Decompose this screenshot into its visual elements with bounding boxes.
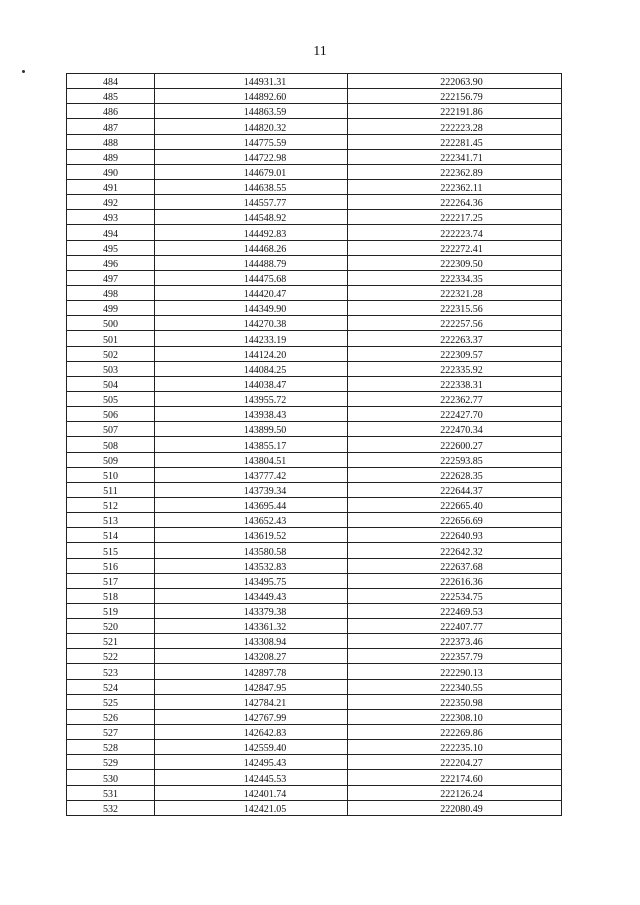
- table-row: [67, 664, 562, 679]
- point-number-cell: 488: [67, 134, 155, 149]
- x-coordinate-cell: 144038.47: [155, 376, 348, 391]
- point-number-cell: 507: [67, 422, 155, 437]
- x-coordinate-cell: 142445.53: [155, 770, 348, 785]
- y-coordinate-cell: 222223.74: [348, 225, 562, 240]
- x-coordinate-cell: 144468.26: [155, 240, 348, 255]
- x-coordinate-cell: 144492.83: [155, 225, 348, 240]
- table-row: [67, 391, 562, 406]
- x-coordinate-cell: 143804.51: [155, 452, 348, 467]
- y-coordinate-cell: 222362.89: [348, 164, 562, 179]
- table-row: [67, 301, 562, 316]
- y-coordinate-cell: 222362.11: [348, 179, 562, 194]
- point-number-cell: 504: [67, 376, 155, 391]
- x-coordinate-cell: 142495.43: [155, 755, 348, 770]
- y-coordinate-cell: 222357.79: [348, 649, 562, 664]
- table-row: [67, 255, 562, 270]
- y-coordinate-cell: 222665.40: [348, 497, 562, 512]
- table-row: [67, 573, 562, 588]
- point-number-cell: 509: [67, 452, 155, 467]
- x-coordinate-cell: 144233.19: [155, 331, 348, 346]
- y-coordinate-cell: 222334.35: [348, 270, 562, 285]
- y-coordinate-cell: 222223.28: [348, 119, 562, 134]
- table-row: [67, 497, 562, 512]
- x-coordinate-cell: 142897.78: [155, 664, 348, 679]
- table-row: [67, 709, 562, 724]
- point-number-cell: 521: [67, 634, 155, 649]
- y-coordinate-cell: 222272.41: [348, 240, 562, 255]
- y-coordinate-cell: 222341.71: [348, 149, 562, 164]
- table-row: [67, 800, 562, 815]
- x-coordinate-cell: 143208.27: [155, 649, 348, 664]
- x-coordinate-cell: 144488.79: [155, 255, 348, 270]
- point-number-cell: 520: [67, 619, 155, 634]
- point-number-cell: 524: [67, 679, 155, 694]
- y-coordinate-cell: 222315.56: [348, 301, 562, 316]
- table-row: [67, 694, 562, 709]
- point-number-cell: 508: [67, 437, 155, 452]
- table-row: [67, 770, 562, 785]
- point-number-cell: 510: [67, 467, 155, 482]
- y-coordinate-cell: 222156.79: [348, 89, 562, 104]
- table-row: [67, 513, 562, 528]
- y-coordinate-cell: 222309.57: [348, 346, 562, 361]
- x-coordinate-cell: 143495.75: [155, 573, 348, 588]
- table-row: [67, 528, 562, 543]
- y-coordinate-cell: 222063.90: [348, 74, 562, 89]
- point-number-cell: 490: [67, 164, 155, 179]
- point-number-cell: 516: [67, 558, 155, 573]
- x-coordinate-cell: 142784.21: [155, 694, 348, 709]
- table-row: [67, 240, 562, 255]
- x-coordinate-cell: 143695.44: [155, 497, 348, 512]
- table-row: [67, 195, 562, 210]
- x-coordinate-cell: 142559.40: [155, 740, 348, 755]
- coordinate-table: [66, 73, 562, 816]
- table-row: [67, 210, 562, 225]
- table-row: [67, 104, 562, 119]
- x-coordinate-cell: 143652.43: [155, 513, 348, 528]
- point-number-cell: 511: [67, 482, 155, 497]
- y-coordinate-cell: 222373.46: [348, 634, 562, 649]
- x-coordinate-cell: 143855.17: [155, 437, 348, 452]
- point-number-cell: 485: [67, 89, 155, 104]
- point-number-cell: 487: [67, 119, 155, 134]
- table-row: [67, 634, 562, 649]
- y-coordinate-cell: 222126.24: [348, 785, 562, 800]
- point-number-cell: 531: [67, 785, 155, 800]
- point-number-cell: 502: [67, 346, 155, 361]
- y-coordinate-cell: 222407.77: [348, 619, 562, 634]
- table-row: [67, 543, 562, 558]
- y-coordinate-cell: 222204.27: [348, 755, 562, 770]
- point-number-cell: 532: [67, 800, 155, 815]
- x-coordinate-cell: 143379.38: [155, 603, 348, 618]
- y-coordinate-cell: 222427.70: [348, 407, 562, 422]
- table-row: [67, 649, 562, 664]
- point-number-cell: 530: [67, 770, 155, 785]
- y-coordinate-cell: 222600.27: [348, 437, 562, 452]
- x-coordinate-cell: 143532.83: [155, 558, 348, 573]
- y-coordinate-cell: 222235.10: [348, 740, 562, 755]
- point-number-cell: 499: [67, 301, 155, 316]
- table-row: [67, 346, 562, 361]
- point-number-cell: 526: [67, 709, 155, 724]
- table-row: [67, 316, 562, 331]
- y-coordinate-cell: 222640.93: [348, 528, 562, 543]
- x-coordinate-cell: 144548.92: [155, 210, 348, 225]
- x-coordinate-cell: 144349.90: [155, 301, 348, 316]
- x-coordinate-cell: 143899.50: [155, 422, 348, 437]
- point-number-cell: 493: [67, 210, 155, 225]
- x-coordinate-cell: 143955.72: [155, 391, 348, 406]
- table-row: [67, 452, 562, 467]
- table-row: [67, 740, 562, 755]
- table-row: [67, 785, 562, 800]
- x-coordinate-cell: 143361.32: [155, 619, 348, 634]
- table-row: [67, 725, 562, 740]
- y-coordinate-cell: 222637.68: [348, 558, 562, 573]
- x-coordinate-cell: 142401.74: [155, 785, 348, 800]
- x-coordinate-cell: 144892.60: [155, 89, 348, 104]
- point-number-cell: 527: [67, 725, 155, 740]
- y-coordinate-cell: 222269.86: [348, 725, 562, 740]
- table-row: [67, 422, 562, 437]
- table-row: [67, 179, 562, 194]
- table-row: [67, 134, 562, 149]
- y-coordinate-cell: 222263.37: [348, 331, 562, 346]
- table-row: [67, 361, 562, 376]
- y-coordinate-cell: 222335.92: [348, 361, 562, 376]
- table-row: [67, 755, 562, 770]
- table-row: [67, 89, 562, 104]
- y-coordinate-cell: 222308.10: [348, 709, 562, 724]
- y-coordinate-cell: 222656.69: [348, 513, 562, 528]
- table-row: [67, 285, 562, 300]
- x-coordinate-cell: 143619.52: [155, 528, 348, 543]
- table-row: [67, 588, 562, 603]
- point-number-cell: 514: [67, 528, 155, 543]
- y-coordinate-cell: 222340.55: [348, 679, 562, 694]
- x-coordinate-cell: 143938.43: [155, 407, 348, 422]
- point-number-cell: 501: [67, 331, 155, 346]
- y-coordinate-cell: 222264.36: [348, 195, 562, 210]
- point-number-cell: 494: [67, 225, 155, 240]
- point-number-cell: 518: [67, 588, 155, 603]
- table-row: [67, 467, 562, 482]
- x-coordinate-cell: 144679.01: [155, 164, 348, 179]
- y-coordinate-cell: 222321.28: [348, 285, 562, 300]
- y-coordinate-cell: 222174.60: [348, 770, 562, 785]
- point-number-cell: 523: [67, 664, 155, 679]
- point-number-cell: 528: [67, 740, 155, 755]
- table-row: [67, 119, 562, 134]
- table-row: [67, 679, 562, 694]
- point-number-cell: 496: [67, 255, 155, 270]
- table-row: [67, 619, 562, 634]
- point-number-cell: 491: [67, 179, 155, 194]
- point-number-cell: 519: [67, 603, 155, 618]
- table-row: [67, 164, 562, 179]
- y-coordinate-cell: 222642.32: [348, 543, 562, 558]
- x-coordinate-cell: 144863.59: [155, 104, 348, 119]
- x-coordinate-cell: 144722.98: [155, 149, 348, 164]
- x-coordinate-cell: 143777.42: [155, 467, 348, 482]
- y-coordinate-cell: 222534.75: [348, 588, 562, 603]
- table-row: [67, 270, 562, 285]
- table-row: [67, 437, 562, 452]
- y-coordinate-cell: 222470.34: [348, 422, 562, 437]
- point-number-cell: 489: [67, 149, 155, 164]
- point-number-cell: 486: [67, 104, 155, 119]
- y-coordinate-cell: 222080.49: [348, 800, 562, 815]
- x-coordinate-cell: 144420.47: [155, 285, 348, 300]
- y-coordinate-cell: 222628.35: [348, 467, 562, 482]
- x-coordinate-cell: 143580.58: [155, 543, 348, 558]
- table-row: [67, 603, 562, 618]
- y-coordinate-cell: 222338.31: [348, 376, 562, 391]
- table-row: [67, 74, 562, 89]
- table-row: [67, 407, 562, 422]
- table-row: [67, 331, 562, 346]
- y-coordinate-cell: 222281.45: [348, 134, 562, 149]
- table-row: [67, 149, 562, 164]
- point-number-cell: 495: [67, 240, 155, 255]
- point-number-cell: 506: [67, 407, 155, 422]
- x-coordinate-cell: 144475.68: [155, 270, 348, 285]
- point-number-cell: 512: [67, 497, 155, 512]
- point-number-cell: 498: [67, 285, 155, 300]
- coordinate-table-body: [67, 74, 562, 816]
- y-coordinate-cell: 222257.56: [348, 316, 562, 331]
- point-number-cell: 492: [67, 195, 155, 210]
- y-coordinate-cell: 222469.53: [348, 603, 562, 618]
- point-number-cell: 484: [67, 74, 155, 89]
- x-coordinate-cell: 142847.95: [155, 679, 348, 694]
- x-coordinate-cell: 144270.38: [155, 316, 348, 331]
- table-row: [67, 482, 562, 497]
- page-number: 11: [313, 44, 327, 59]
- x-coordinate-cell: 144638.55: [155, 179, 348, 194]
- x-coordinate-cell: 144084.25: [155, 361, 348, 376]
- x-coordinate-cell: 142767.99: [155, 709, 348, 724]
- x-coordinate-cell: 144931.31: [155, 74, 348, 89]
- point-number-cell: 513: [67, 513, 155, 528]
- y-coordinate-cell: 222350.98: [348, 694, 562, 709]
- point-number-cell: 500: [67, 316, 155, 331]
- x-coordinate-cell: 144124.20: [155, 346, 348, 361]
- table-row: [67, 376, 562, 391]
- x-coordinate-cell: 144557.77: [155, 195, 348, 210]
- point-number-cell: 505: [67, 391, 155, 406]
- y-coordinate-cell: 222593.85: [348, 452, 562, 467]
- point-number-cell: 497: [67, 270, 155, 285]
- point-number-cell: 529: [67, 755, 155, 770]
- x-coordinate-cell: 142642.83: [155, 725, 348, 740]
- x-coordinate-cell: 142421.05: [155, 800, 348, 815]
- y-coordinate-cell: 222217.25: [348, 210, 562, 225]
- y-coordinate-cell: 222290.13: [348, 664, 562, 679]
- x-coordinate-cell: 144820.32: [155, 119, 348, 134]
- x-coordinate-cell: 143739.34: [155, 482, 348, 497]
- point-number-cell: 503: [67, 361, 155, 376]
- x-coordinate-cell: 144775.59: [155, 134, 348, 149]
- x-coordinate-cell: 143308.94: [155, 634, 348, 649]
- y-coordinate-cell: 222644.37: [348, 482, 562, 497]
- y-coordinate-cell: 222191.86: [348, 104, 562, 119]
- y-coordinate-cell: 222616.36: [348, 573, 562, 588]
- x-coordinate-cell: 143449.43: [155, 588, 348, 603]
- y-coordinate-cell: 222362.77: [348, 391, 562, 406]
- point-number-cell: 517: [67, 573, 155, 588]
- table-row: [67, 225, 562, 240]
- point-number-cell: 522: [67, 649, 155, 664]
- y-coordinate-cell: 222309.50: [348, 255, 562, 270]
- point-number-cell: 515: [67, 543, 155, 558]
- point-number-cell: 525: [67, 694, 155, 709]
- scan-speck: [22, 70, 25, 73]
- table-row: [67, 558, 562, 573]
